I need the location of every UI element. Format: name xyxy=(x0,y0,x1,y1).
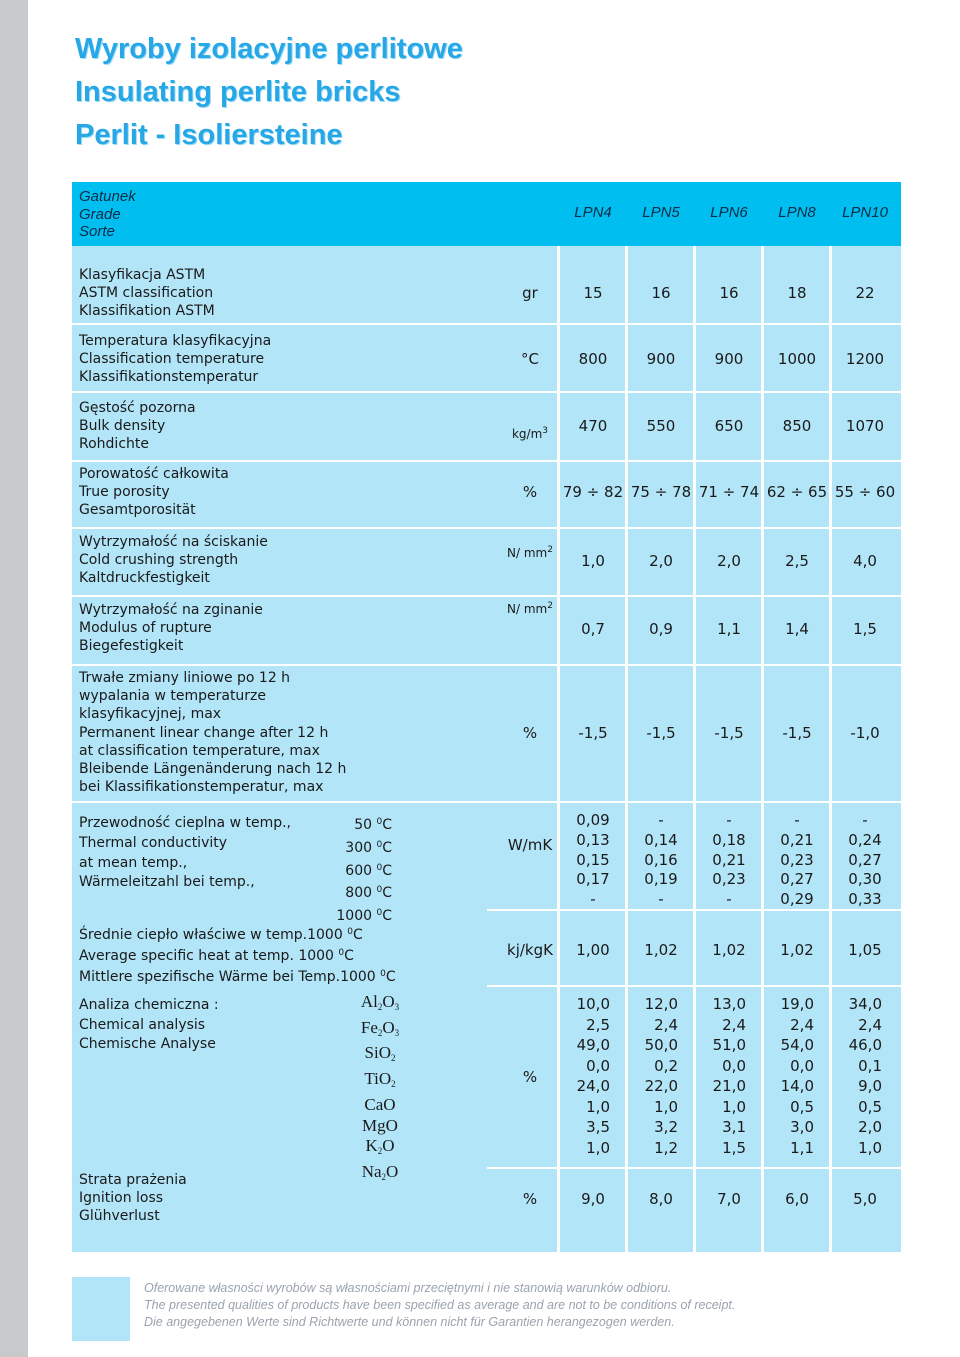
footnote-polish: Oferowane własności wyrobów są własnościami przeciętnymi i nie stanowią warunków odbioru. xyxy=(144,1281,672,1295)
class-temp-label: Temperatura klasyfikacyjna Classification temperature Klassifikationstemperatur xyxy=(79,333,272,386)
footnote-english: The presented qualities of products have been specified as average and are not to be conditions of receipt. xyxy=(144,1297,736,1312)
linear-change-unit: % xyxy=(522,724,538,742)
bulk-density-unit: $kg/m^3$ xyxy=(511,426,549,441)
class-temp-value: 900 xyxy=(646,350,676,368)
chemical-column: 12,0 2,4 50,0 0,2 22,0 1,0 3,2 1,2 xyxy=(644,995,678,1157)
chemical-column: 13,0 2,4 51,0 0,0 21,0 1,0 3,1 1,5 xyxy=(712,995,746,1157)
linear-change-value: -1,5 xyxy=(782,724,812,742)
grade-lpn4: LPN4 xyxy=(574,204,612,221)
ignition-unit: % xyxy=(522,1190,538,1208)
chemical-unit: % xyxy=(522,1068,538,1086)
conductivity-column: - 0,24 0,27 0,30 0,33 xyxy=(848,811,882,909)
crushing-value: 4,0 xyxy=(853,552,877,570)
row-divider xyxy=(72,460,901,462)
porosity-value: 75 ÷ 78 xyxy=(630,483,692,501)
rupture-value: 1,5 xyxy=(853,620,877,638)
table-header xyxy=(72,182,901,246)
porosity-label: Porowatość całkowita True porosity Gesamtporosität xyxy=(79,466,229,519)
row-divider xyxy=(72,801,901,803)
class-temp-value: 900 xyxy=(714,350,744,368)
grade-lpn6: LPN6 xyxy=(710,204,748,221)
rupture-value: 1,4 xyxy=(785,620,809,638)
ignition-value: 8,0 xyxy=(649,1190,673,1208)
chemical-column: 34,0 2,4 46,0 0,1 9,0 0,5 2,0 1,0 xyxy=(848,995,882,1157)
grade-header-label: Gatunek Grade Sorte xyxy=(79,188,136,240)
conductivity-column: - 0,21 0,23 0,27 0,29 xyxy=(780,811,814,909)
ignition-value: 5,0 xyxy=(853,1190,877,1208)
class-temp-value: 800 xyxy=(578,350,608,368)
crushing-unit: N/ $mm^2$ xyxy=(507,545,553,560)
bulk-density-value: 850 xyxy=(782,417,812,435)
conductivity-temperatures: 50 $^0$C 300 $^0$C 600 $^0$C 800 $^0$C 1000 $^0$C xyxy=(336,817,392,925)
chemical-column: 10,0 2,5 49,0 0,0 24,0 1,0 3,5 1,0 xyxy=(576,995,610,1157)
porosity-value: 79 ÷ 82 xyxy=(562,483,624,501)
astm-value: 22 xyxy=(855,284,875,302)
title-polish: Wyroby izolacyjne perlitowe xyxy=(75,33,463,65)
grade-lpn8: LPN8 xyxy=(778,204,816,221)
title-german: Perlit - Isoliersteine xyxy=(75,119,343,151)
bulk-density-label: Gęstość pozorna Bulk density Rohdichte xyxy=(79,400,196,453)
astm-label: Klasyfikacja ASTM ASTM classification Klassifikation ASTM xyxy=(79,267,215,320)
conductivity-unit: W/mK xyxy=(507,836,553,854)
row-divider xyxy=(487,1167,901,1169)
astm-value: 18 xyxy=(787,284,807,302)
linear-change-value: -1,5 xyxy=(646,724,676,742)
linear-change-value: -1,5 xyxy=(714,724,744,742)
conductivity-column: 0,09 0,13 0,15 0,17 - xyxy=(576,811,610,909)
linear-change-label: Trwałe zmiany liniowe po 12 h wypalania w temperaturze klasyfikacyjnej, max Permanent linear change after 12 h at classification temperature, max Bleibende Längenänderung nach 12 h bei Klassifikationstemperatur, max xyxy=(79,670,347,796)
conductivity-column: - 0,18 0,21 0,23 - xyxy=(712,811,746,909)
rupture-value: 1,1 xyxy=(717,620,741,638)
specific-heat-value: 1,02 xyxy=(644,941,678,959)
row-divider xyxy=(72,391,901,393)
porosity-value: 55 ÷ 60 xyxy=(834,483,896,501)
class-temp-unit: °C xyxy=(521,350,539,368)
class-temp-value: 1200 xyxy=(845,350,885,368)
specific-heat-value: 1,02 xyxy=(780,941,814,959)
ignition-label: Strata prażenia Ignition loss Glühverlust xyxy=(79,1172,187,1225)
ignition-value: 9,0 xyxy=(581,1190,605,1208)
grade-lpn10: LPN10 xyxy=(842,204,888,221)
astm-value: 16 xyxy=(719,284,739,302)
crushing-value: 2,5 xyxy=(785,552,809,570)
bulk-density-value: 650 xyxy=(714,417,744,435)
footnote-german: Die angegebenen Werte sind Richtwerte und können nicht für Garantien herangezogen werden. xyxy=(144,1314,675,1329)
specific-heat-value: 1,02 xyxy=(712,941,746,959)
footnote-marker-box xyxy=(72,1277,130,1341)
specific-heat-unit: kj/kgK xyxy=(507,941,553,959)
astm-unit: gr xyxy=(522,284,538,302)
ignition-value: 6,0 xyxy=(785,1190,809,1208)
row-divider xyxy=(72,527,901,529)
bulk-density-value: 550 xyxy=(646,417,676,435)
title-block xyxy=(75,28,463,157)
rupture-value: 0,7 xyxy=(581,620,605,638)
astm-value: 15 xyxy=(583,284,603,302)
porosity-unit: % xyxy=(522,483,538,501)
rupture-label: Wytrzymałość na zginanie Modulus of rupture Biegefestigkeit xyxy=(79,602,263,655)
properties-table xyxy=(72,182,901,1252)
porosity-value: 71 ÷ 74 xyxy=(698,483,760,501)
chemical-column: 19,0 2,4 54,0 0,0 14,0 0,5 3,0 1,1 xyxy=(780,995,814,1157)
specific-heat-value: 1,00 xyxy=(576,941,610,959)
rupture-unit: N/ $mm^2$ xyxy=(507,601,553,616)
crushing-label: Wytrzymałość na ściskanie Cold crushing strength Kaltdruckfestigkeit xyxy=(79,534,268,587)
conductivity-column: - 0,14 0,16 0,19 - xyxy=(644,811,678,909)
crushing-value: 2,0 xyxy=(717,552,741,570)
ignition-value: 7,0 xyxy=(717,1190,741,1208)
title-english: Insulating perlite bricks xyxy=(75,76,401,108)
conductivity-label: Przewodność cieplna w temp., Thermal conductivity at mean temp., Wärmeleitzahl bei temp., xyxy=(79,815,292,891)
row-divider xyxy=(487,985,901,987)
row-divider xyxy=(72,595,901,597)
linear-change-value: -1,5 xyxy=(578,724,608,742)
rupture-value: 0,9 xyxy=(649,620,673,638)
footnote xyxy=(144,1280,735,1330)
row-divider xyxy=(72,664,901,666)
left-margin-bar xyxy=(0,0,28,1357)
bulk-density-value: 1070 xyxy=(845,417,885,435)
chemical-compounds: $Al_2O_3$ $Fe_2O_3$ SiO$_2$ TiO$_2$ CaO MgO $K_2O$ $Na_2O$ xyxy=(360,992,400,1182)
specific-heat-label: Średnie ciepło właściwe w temp.1000 $^0$C Average specific heat at temp. 1000 $^0$C Mittlere spezifische Wärme bei Temp.1000 $^0$C xyxy=(79,927,396,986)
astm-value: 16 xyxy=(651,284,671,302)
class-temp-value: 1000 xyxy=(777,350,817,368)
grade-lpn5: LPN5 xyxy=(642,204,680,221)
linear-change-value: -1,0 xyxy=(850,724,880,742)
crushing-value: 2,0 xyxy=(649,552,673,570)
chemical-label: Analiza chemiczna : Chemical analysis Chemische Analyse xyxy=(79,997,219,1052)
row-divider xyxy=(72,323,901,325)
specific-heat-value: 1,05 xyxy=(848,941,882,959)
crushing-value: 1,0 xyxy=(581,552,605,570)
porosity-value: 62 ÷ 65 xyxy=(766,483,828,501)
bulk-density-value: 470 xyxy=(578,417,608,435)
